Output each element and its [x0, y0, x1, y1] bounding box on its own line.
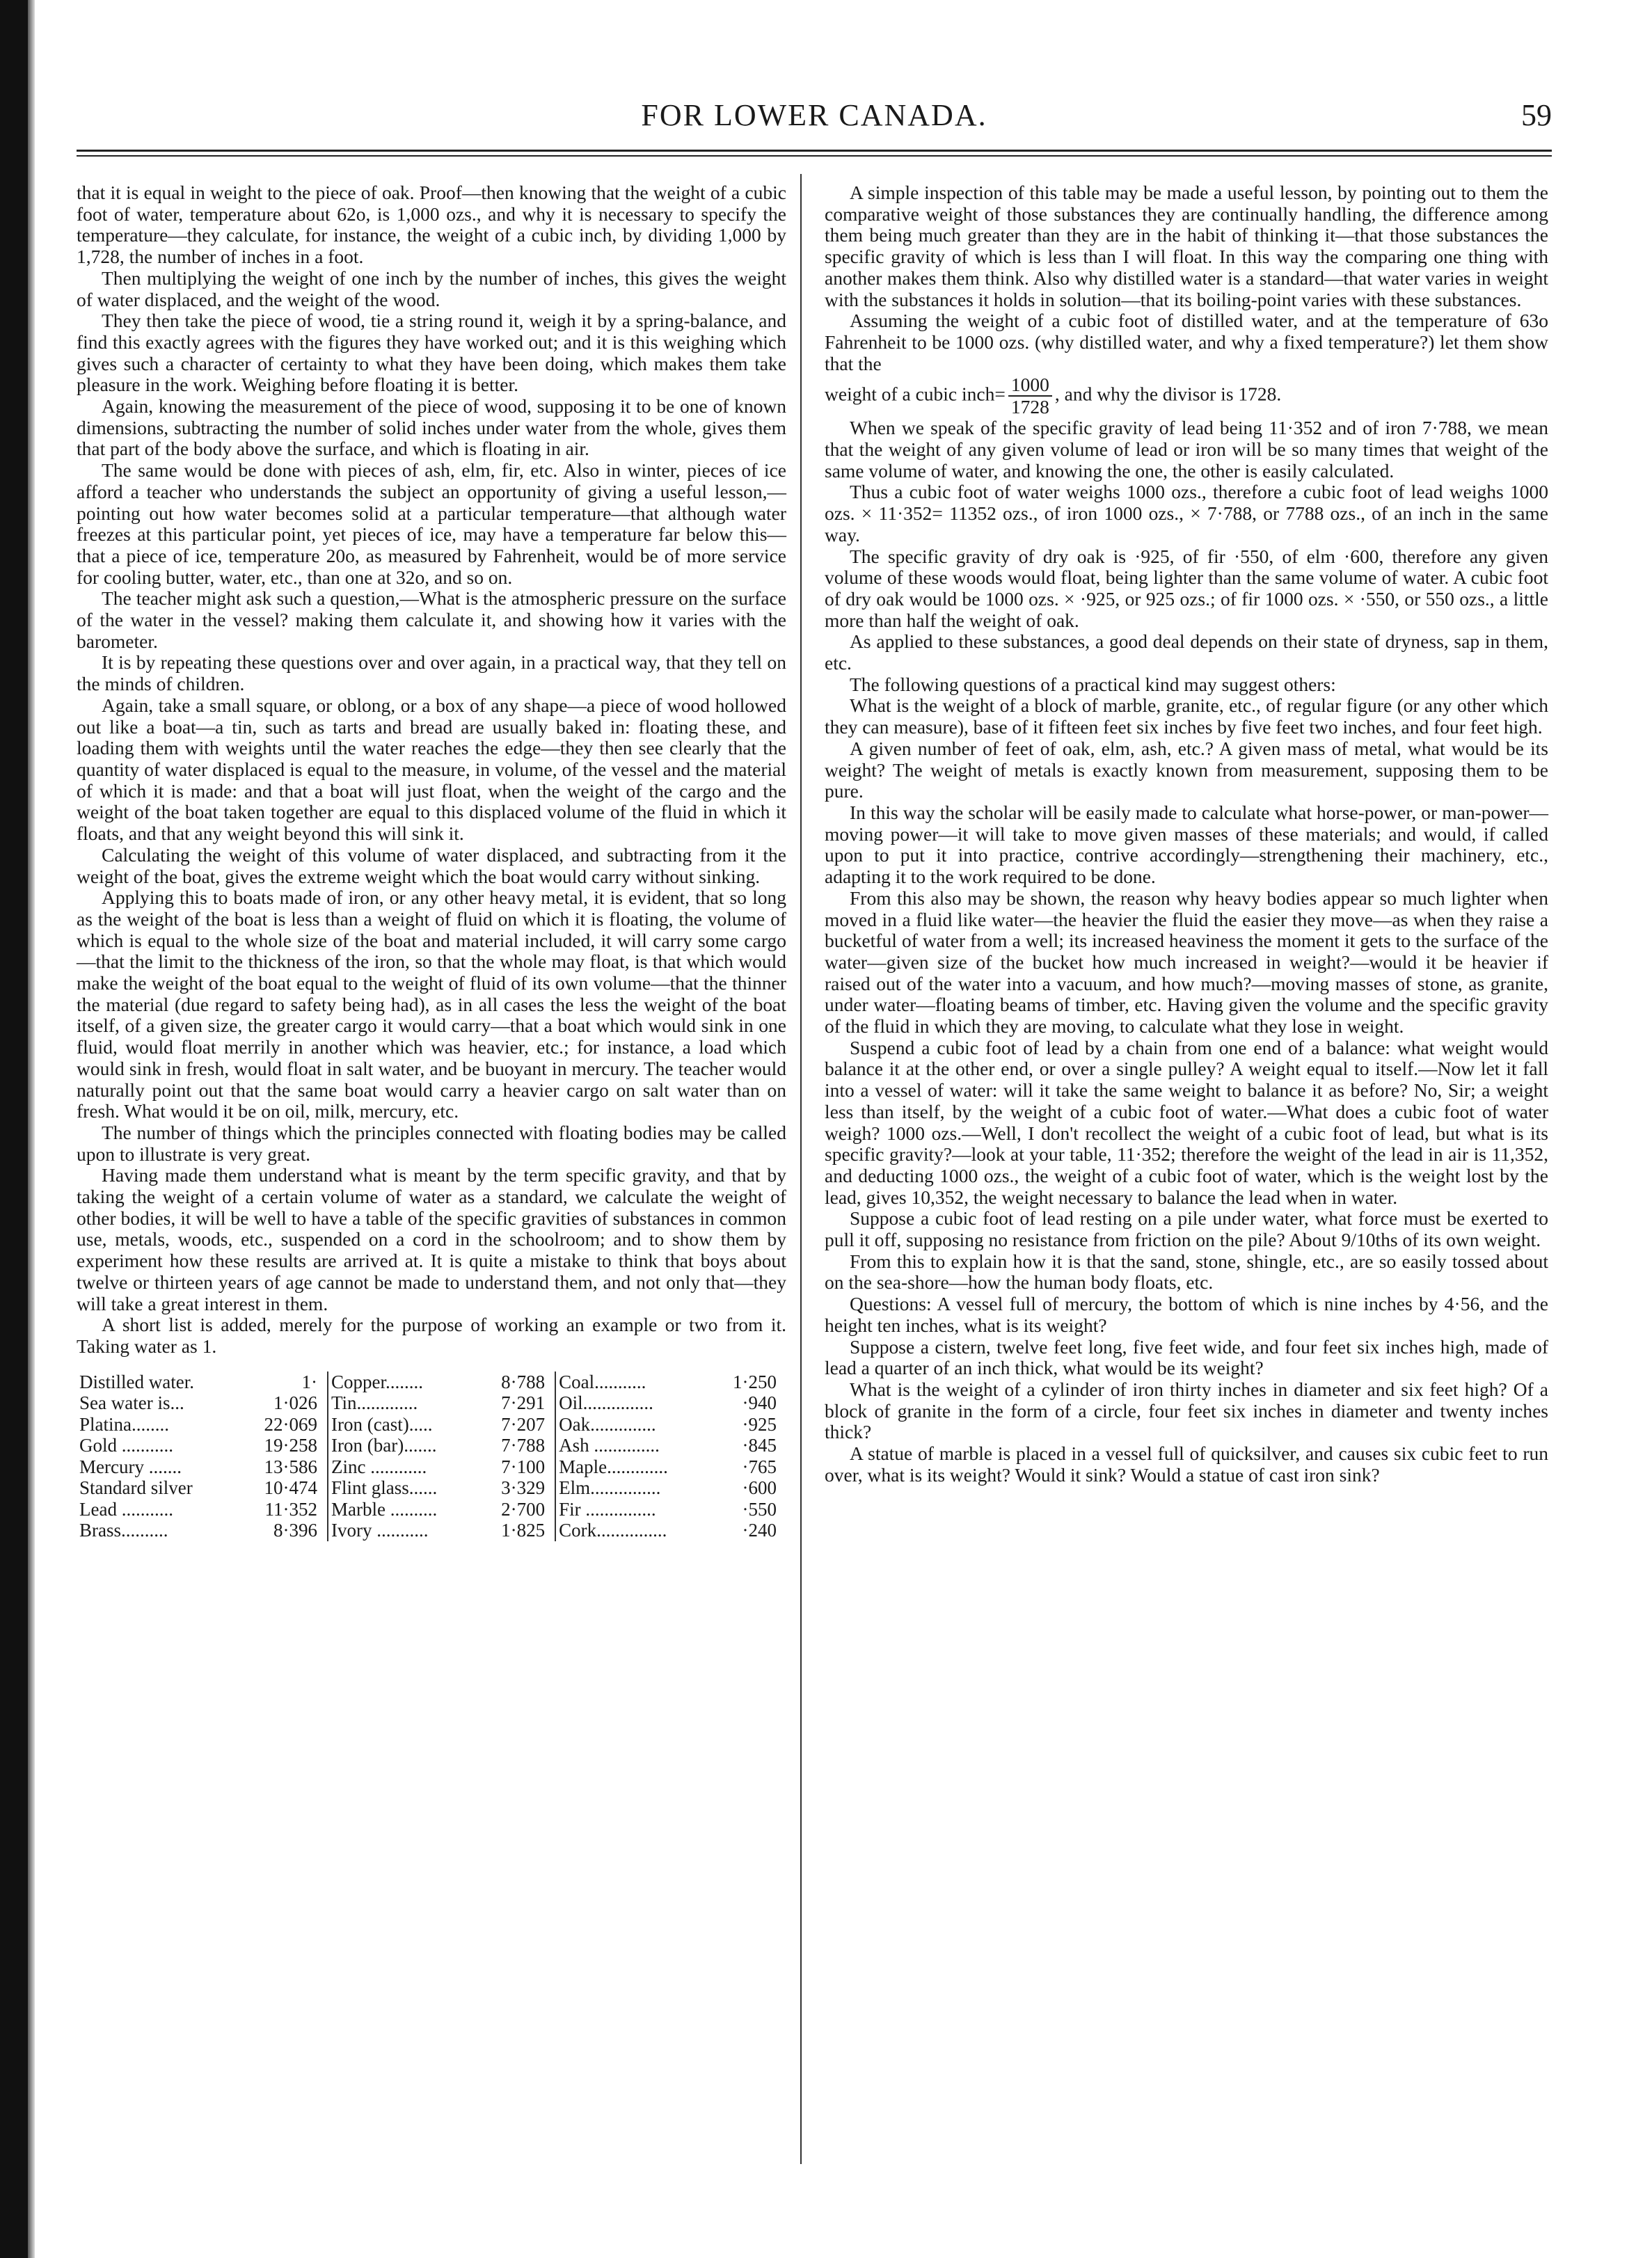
table-cell: 7·207 [479, 1414, 555, 1436]
table-cell: ·845 [742, 1435, 777, 1456]
table-cell: ·925 [742, 1413, 777, 1435]
table-row [77, 1456, 786, 1478]
right-column [825, 182, 1548, 1486]
table-cell: 8·788 [479, 1372, 555, 1393]
table-cell: 13·586 [239, 1456, 328, 1478]
table-cell: Ash .............. [559, 1435, 660, 1456]
table-cell: 7·291 [479, 1392, 555, 1414]
table-cell: 1· [239, 1372, 328, 1393]
page-header [77, 97, 1552, 146]
table-cell: Sea water is... [79, 1392, 184, 1414]
table-row [77, 1435, 786, 1456]
paragraph: In this way the scholar will be easily made to calculate what horse-power, or man-power—moving power—it will take to move given masses of these materials; and would, if called upon to put it into practice, contrive accordingly—strengthening their machinery, etc., adapting it to the work required to be done. [825, 801, 1548, 888]
paragraph: Suppose a cubic foot of lead resting on a pile under water, what force must be exerted to pull it off, supposing no resistance from friction on the pile? About 9/10ths of its own weight. [825, 1207, 1548, 1251]
paragraph: The teacher might ask such a question,—What is the atmospheric pressure on the surface of the water in the vessel? making them calculate it, and showing how it varies with the barometer. [77, 587, 786, 652]
table-cell: 1·825 [479, 1520, 555, 1541]
table-cell: Copper........ [331, 1371, 424, 1392]
table-row [77, 1477, 786, 1499]
header-rule-thick [77, 150, 1552, 152]
table-cell: 10·474 [239, 1477, 328, 1499]
fraction [1008, 374, 1052, 418]
fraction-prefix: weight of a cubic inch= [825, 383, 1006, 405]
paragraph: Applying this to boats made of iron, or any other heavy metal, it is evident, that so long as the weight of the boat is less than a weight of fluid on which it is floating, the volume of which is equal to the whole size of the boat and material included, it will carry some cargo—that the limit to the thickness of the iron, so that the whole may float, is that which would make the weight of the boat equal to the weight of fluid of its own volume—that the thinner the material (due regard to safety being had), as in all cases the less the weight of the boat itself, of a given size, the greater cargo it would carry—that a boat which would sink in one fluid, would float merrily in another which was heavier, etc.; for instance, a load which would sink in fresh, would float in salt water, and be buoyant in mercury. The teacher would naturally point out that the same boat would carry a heavier cargo on salt water than on fresh. What would it be on oil, milk, mercury, etc. [77, 886, 786, 1122]
table-cell: Oak.............. [559, 1413, 656, 1435]
table-cell: ·765 [742, 1456, 777, 1477]
paragraph: A statue of marble is placed in a vessel full of quicksilver, and causes six cubic feet to run over, what is its weight? Would it sink? Would a statue of cast iron sink? [825, 1442, 1548, 1486]
table-cell: ·940 [742, 1392, 777, 1414]
table-cell: Fir ............... [559, 1498, 656, 1520]
paragraph: The following questions of a practical kind may suggest others: [850, 673, 1336, 695]
paragraph: A given number of feet of oak, elm, ash, etc.? A given mass of metal, what would be its weight? The weight of metals is exactly known from measurement, supposing them to be pure. [825, 737, 1548, 802]
fraction-suffix: , and why the divisor is 1728. [1054, 383, 1282, 405]
table-cell: Coal........... [559, 1371, 646, 1392]
paragraph: A short list is added, merely for the purpose of working an example or two from it. Taking water as 1. [77, 1314, 786, 1357]
paragraph: Again, take a small square, or oblong, or a box of any shape—a piece of wood hollowed out like a boat—a tin, such as tarts and bread are usually baked in: floating these, and loading them with weights until the water reaches the edge—they then see clearly that the quantity of water displaced is equal to the measure, in volume, of the vessel and the material of which it is made: and that a boat will just float, when the weight of the cargo and the weight of the boat taken together are equal to this displaced volume of the fluid in which it floats, and that any weight beyond this will sink it. [77, 694, 786, 845]
table-cell: Zinc ............ [331, 1456, 427, 1477]
table-cell: 7·100 [479, 1456, 555, 1478]
paragraph: Questions: A vessel full of mercury, the bottom of which is nine inches by 4·56, and the height ten inches, what is its weight? [825, 1293, 1548, 1336]
fraction-denominator: 1728 [1010, 396, 1049, 418]
fraction-numerator: 1000 [1008, 374, 1052, 397]
table-cell: Gold ........... [79, 1435, 173, 1456]
table-cell: 1·250 [733, 1371, 777, 1392]
table-cell: Standard silver [79, 1477, 193, 1499]
table-cell: 2·700 [479, 1499, 555, 1520]
table-cell: Elm............... [559, 1477, 661, 1499]
paragraph: From this to explain how it is that the sand, stone, shingle, etc., are so easily tossed about on the sea-shore—how the human body floats, etc. [825, 1250, 1548, 1294]
paragraph: Calculating the weight of this volume of water displaced, and subtracting from it the weight of the boat, gives the extreme weight which the boat would carry without sinking. [77, 843, 786, 887]
paragraph: From this also may be shown, the reason why heavy bodies appear so much lighter when moved in a fluid like water—the heavier the fluid the easier they move—as when they raise a bucketful of water from a well; its increased heaviness the moment it gets to the surface of the water—given size of the bucket how much increased in weight?—would it be heavier if raised out of the water into a vacuum, and how much?—moving masses of stone, as granite, under water—floating beams of timber, etc. Having given the volume and the specific gravity of the fluid in which they are moving, to calculate what they lose in weight. [825, 886, 1548, 1037]
book-spine-edge [28, 0, 35, 2258]
fraction-line [825, 374, 1548, 418]
page-number: 59 [1521, 98, 1552, 132]
paragraph: Then multiplying the weight of one inch by the number of inches, this gives the weight of water displaced, and the weight of the wood. [77, 267, 786, 310]
table-cell: Iron (bar)....... [331, 1435, 437, 1456]
column-divider [800, 174, 802, 2164]
paragraph: When we speak of the specific gravity of lead being 11·352 and of iron 7·788, we mean that the weight of any given volume of lead or iron will be so many times that weight of the same volume of water, and knowing the one, the other is easily calculated. [825, 417, 1548, 482]
table-cell: ·550 [742, 1498, 777, 1520]
left-column [77, 182, 786, 1541]
table-row [77, 1499, 786, 1520]
specific-gravity-table [77, 1372, 786, 1541]
header-rule-thin [77, 155, 1552, 157]
paragraph: Suppose a cistern, twelve feet long, five feet wide, and four feet six inches high, made of lead a quarter of an inch thick, what would be its weight? [825, 1335, 1548, 1379]
table-cell: Iron (cast)..... [331, 1413, 433, 1435]
paragraph: Suspend a cubic foot of lead by a chain from one end of a balance: what weight would balance it at the other end, or over a single pulley? A weight equal to itself.—Now let it fall into a vessel of water: will it take the same weight to balance it as before? No, Sir; a weight less than itself, by the weight of a cubic foot of water.—What does a cubic foot of water weigh? 1000 ozs.—Well, I don't recollect the weight of a cubic foot of lead, but what is its specific gravity?—look at your table, 11·352; therefore the weight of the lead in air is 11,352, and deducting 1000 ozs., the weight of a cubic foot of water, which is the weight lost by the lead, gives 10,352, the weight necessary to balance the lead when in water. [825, 1036, 1548, 1208]
paragraph: Again, knowing the measurement of the piece of wood, supposing it to be one of known dimensions, subtracting the number of solid inches under water from the whole, gives them that part of the body above the surface, and which is floating in air. [77, 395, 786, 460]
paragraph: What is the weight of a block of marble, granite, etc., of regular figure (or any other which they can measure), base of it fifteen feet six inches by five feet two inches, and four feet high. [825, 694, 1548, 738]
table-cell: 19·258 [239, 1435, 328, 1456]
table-cell: Oil............... [559, 1392, 653, 1414]
table-row [77, 1392, 786, 1414]
table-cell: Mercury ....... [79, 1456, 182, 1477]
paragraph: The same would be done with pieces of ash, elm, fir, etc. Also in winter, pieces of ice afford a teacher who understands the subject an opportunity of giving a useful lesson,—pointing out how water becomes solid at a particular temperature—that although water freezes at this particular point, yet pieces of ice, may have a temperature far below this—that a piece of ice, temperature 20o, as measured by Fahrenheit, would be of more service for cooling butter, water, etc., than one at 32o, and so on. [77, 459, 786, 588]
table-cell: Brass.......... [79, 1520, 168, 1541]
book-spine-shadow [0, 0, 28, 2258]
paragraph: Thus a cubic foot of water weighs 1000 ozs., therefore a cubic foot of lead weighs 1000 ozs. × 11·352= 11352 ozs., of iron 1000 ozs., × 7·788, or 7788 ozs., of an inch in the same way. [825, 481, 1548, 546]
table-cell: Marble .......... [331, 1498, 438, 1520]
paragraph: It is by repeating these questions over and over again, in a practical way, that they tell on the minds of children. [77, 651, 786, 695]
paragraph: Having made them understand what is meant by the term specific gravity, and that by taking the weight of a certain volume of water as a standard, we calculate the weight of other bodies, it will be well to have a table of the specific gravities of substances in common use, metals, woods, etc., suspended on a cord in the schoolroom; and to show them by experiment how these results are arrived at. It is quite a mistake to think that boys about twelve or thirteen years of age cannot be made to understand them, and not only that—they will take a great interest in them. [77, 1164, 786, 1314]
table-row [77, 1372, 786, 1393]
paragraph: The number of things which the principles connected with floating bodies may be called upon to illustrate is very great. [77, 1121, 786, 1165]
table-row [77, 1520, 786, 1541]
table-cell: 22·069 [239, 1414, 328, 1436]
table-cell: Cork............... [559, 1520, 667, 1541]
paragraph: As applied to these substances, a good deal depends on their state of dryness, sap in them, etc. [825, 630, 1548, 674]
table-cell: 8·396 [239, 1520, 328, 1541]
table-cell: Flint glass...... [331, 1477, 438, 1499]
paragraph: that it is equal in weight to the piece of oak. Proof—then knowing that the weight of a cubic foot of water, temperature about 62o, is 1,000 ozs., and why it is necessary to specify the temperature—they calculate, for instance, the weight of a cubic inch, by dividing 1,000 by 1,728, the number of inches in a foot. [77, 182, 786, 268]
table-row [77, 1414, 786, 1436]
paragraph: They then take the piece of wood, tie a string round it, weigh it by a spring-balance, and find this exactly agrees with the figures they have worked out; and it is this weighing which gives such a character of certainty to what they have been doing, which makes them take pleasure in the work. Weighing before floating it is better. [77, 310, 786, 396]
paragraph: A simple inspection of this table may be made a useful lesson, by pointing out to them the comparative weight of those substances they are continually handling, the difference among them being much greater than they are in the habit of thinking it—that those substances the specific gravity of which is less than I will float. In this way the comparing one thing with another makes them think. Also why distilled water is a standard—that water varies in weight with the substances it holds in solution—that its boiling-point varies with these substances. [825, 182, 1548, 310]
table-cell: ·600 [742, 1477, 777, 1499]
paragraph: What is the weight of a cylinder of iron thirty inches in diameter and six feet high? Of a block of granite in the form of a circle, four feet six inches in diameter and twenty inches thick? [825, 1378, 1548, 1443]
paragraph: The specific gravity of dry oak is ·925, of fir ·550, of elm ·600, therefore any given volume of these woods would float, being lighter than the same volume of water. A cubic foot of dry oak would be 1000 ozs. × ·925, or 925 ozs.; of fir 1000 ozs. × ·550, or 550 ozs., a little more than half the weight of oak. [825, 545, 1548, 631]
table-cell: 11·352 [239, 1499, 328, 1520]
table-cell: Lead ........... [79, 1498, 173, 1520]
table-cell: Ivory ........... [331, 1520, 429, 1541]
table-cell: Platina........ [79, 1413, 169, 1435]
running-head: FOR LOWER CANADA. [641, 98, 987, 132]
table-cell: Tin............. [331, 1392, 418, 1414]
paragraph: Assuming the weight of a cubic foot of distilled water, and at the temperature of 63o Fahrenheit to be 1000 ozs. (why distilled water, and why a fixed temperature?) let them show that the [825, 310, 1548, 374]
table-cell: 7·788 [479, 1435, 555, 1456]
table-cell: 1·026 [239, 1392, 328, 1414]
table-cell: Distilled water. [79, 1371, 194, 1392]
table-cell: Maple............. [559, 1456, 668, 1477]
table-cell: 3·329 [479, 1477, 555, 1499]
table-cell: ·240 [742, 1520, 777, 1541]
